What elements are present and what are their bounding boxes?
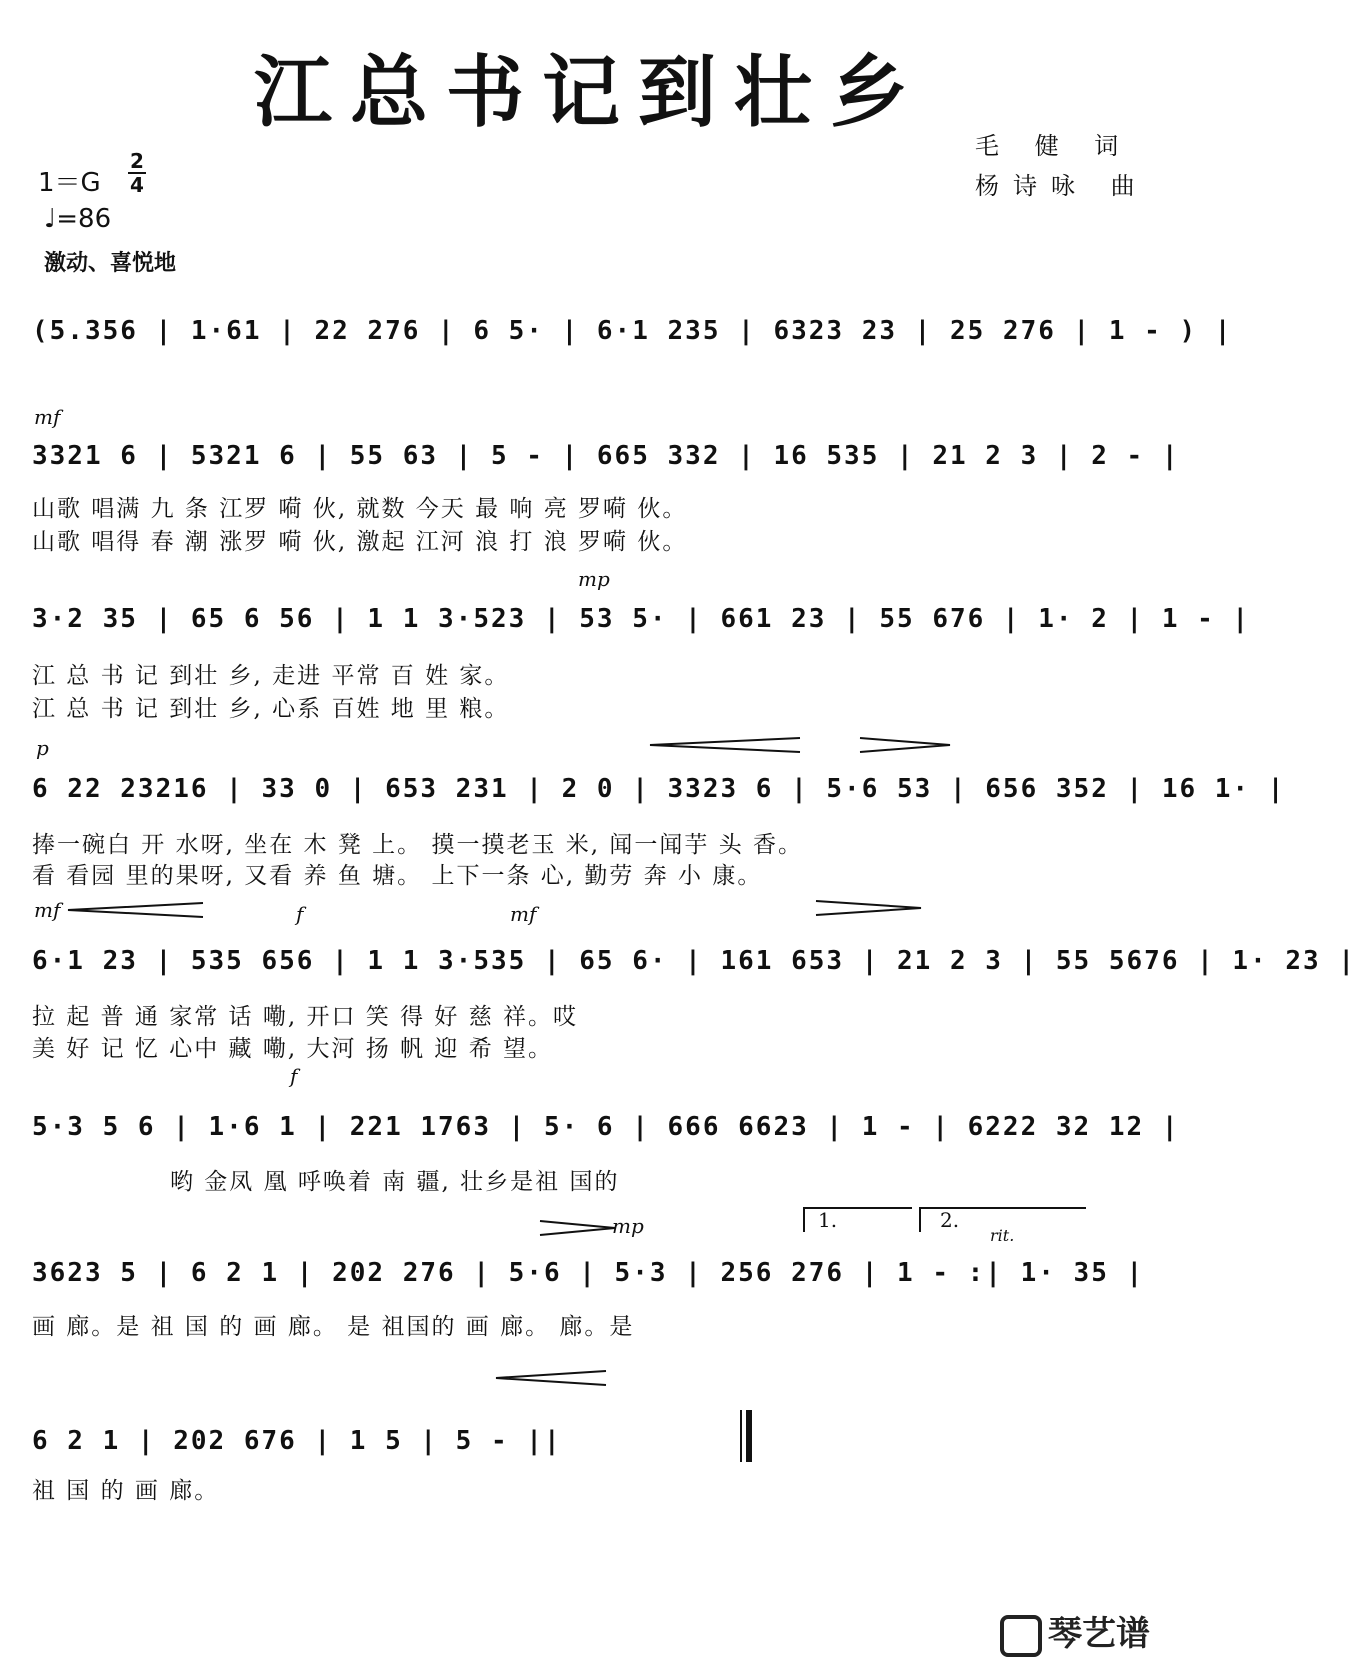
final-barline-thin — [740, 1410, 742, 1462]
lyric-line-4b: 看 看园 里的果呀, 又看 养 鱼 塘。 上下一条 心, 勤劳 奔 小 康。 — [32, 863, 763, 889]
notes-system-8: 6 2 1 | 202 676 | 1 5 | 5 - || — [32, 1426, 562, 1456]
lyric-line-7: 画 廊。是 祖 国 的 画 廊。 是 祖国的 画 廊。 廊。是 — [32, 1314, 635, 1340]
hairpin-decresc-3 — [540, 1218, 620, 1238]
final-barline-thick — [746, 1410, 752, 1462]
lyric-line-3a: 江 总 书 记 到壮 乡, 走进 平常 百 姓 家。 — [32, 663, 510, 689]
hairpin-decresc-4 — [496, 1368, 616, 1388]
dynamic-mf: mf — [34, 405, 61, 429]
lyric-line-2b: 山歌 唱得 春 潮 涨罗 嗬 伙, 激起 江河 浪 打 浪 罗嗬 伙。 — [32, 529, 688, 555]
time-signature-top: 2 — [130, 149, 144, 173]
dynamic-mp-2: mp — [612, 1214, 644, 1238]
lyric-line-5a: 拉 起 普 通 家常 话 嘞, 开口 笑 得 好 慈 祥。哎 — [32, 1004, 579, 1030]
dynamic-mf-3: mf — [510, 902, 537, 926]
notes-system-1: (5.356 | 1·61 | 22 276 | 6 5· | 6·1 235 | 6323 23 | 25 276 | 1 - ) | — [32, 316, 1233, 346]
dynamic-p: p — [36, 736, 49, 760]
dynamic-mf-2: mf — [34, 898, 61, 922]
dynamic-f-2: f — [290, 1064, 298, 1088]
tempo-marking: ♩=86 — [44, 204, 112, 234]
page-title: 江总书记到壮乡 — [253, 47, 926, 138]
time-signature-bottom: 4 — [130, 173, 144, 197]
lyric-line-8: 祖 国 的 画 廊。 — [32, 1478, 220, 1504]
notes-system-3: 3·2 35 | 65 6 56 | 1 1 3·523 | 53 5· | 661 23 | 55 676 | 1· 2 | 1 - | — [32, 604, 1251, 634]
notes-system-2: 3321 6 | 5321 6 | 55 63 | 5 - | 665 332 | 16 535 | 21 2 3 | 2 - | — [32, 441, 1180, 471]
lyric-line-6: 哟 金凤 凰 呼唤着 南 疆, 壮乡是祖 国的 — [170, 1169, 620, 1195]
notes-system-5: 6·1 23 | 535 656 | 1 1 3·535 | 65 6· | 161 653 | 21 2 3 | 55 5676 | 1· 23 | — [32, 946, 1356, 976]
lyric-line-3b: 江 总 书 记 到壮 乡, 心系 百姓 地 里 粮。 — [32, 696, 510, 722]
expression-marking: 激动、喜悦地 — [44, 251, 177, 276]
watermark-text: 琴艺谱 — [1048, 1614, 1150, 1654]
logo-mark-icon — [1000, 1615, 1042, 1657]
notes-system-7: 3623 5 | 6 2 1 | 202 276 | 5·6 | 5·3 | 256 276 | 1 - :| 1· 35 | — [32, 1258, 1145, 1288]
lyric-line-2a: 山歌 唱满 九 条 江罗 嗬 伙, 就数 今天 最 响 亮 罗嗬 伙。 — [32, 496, 688, 522]
volta-first-label: 1. — [818, 1208, 838, 1232]
lyric-line-4a: 捧一碗白 开 水呀, 坐在 木 凳 上。 摸一摸老玉 米, 闻一闻芋 头 香。 — [32, 832, 804, 858]
hairpin-cresc-decresc-1 — [650, 735, 960, 755]
dynamic-f: f — [296, 902, 304, 926]
watermark-logo — [1000, 1606, 1150, 1657]
volta-second-label: 2. — [940, 1208, 960, 1232]
composer-credit: 杨诗咏 曲 — [975, 172, 1149, 200]
notes-system-6: 5·3 5 6 | 1·6 1 | 221 1763 | 5· 6 | 666 6623 | 1 - | 6222 32 12 | — [32, 1112, 1180, 1142]
time-signature — [128, 150, 146, 196]
lyric-line-5b: 美 好 记 忆 心中 藏 嘞, 大河 扬 帆 迎 希 望。 — [32, 1036, 554, 1062]
notes-system-4: 6 22 23216 | 33 0 | 653 231 | 2 0 | 3323 6 | 5·6 53 | 656 352 | 16 1· | — [32, 774, 1286, 804]
lyricist-credit: 毛 健 词 — [975, 132, 1133, 160]
dynamic-mp: mp — [578, 567, 610, 591]
hairpin-cresc-2 — [68, 900, 208, 920]
dynamic-rit: rit. — [990, 1226, 1015, 1245]
hairpin-decresc-2 — [816, 898, 926, 918]
key-signature: 1＝G — [38, 168, 101, 198]
